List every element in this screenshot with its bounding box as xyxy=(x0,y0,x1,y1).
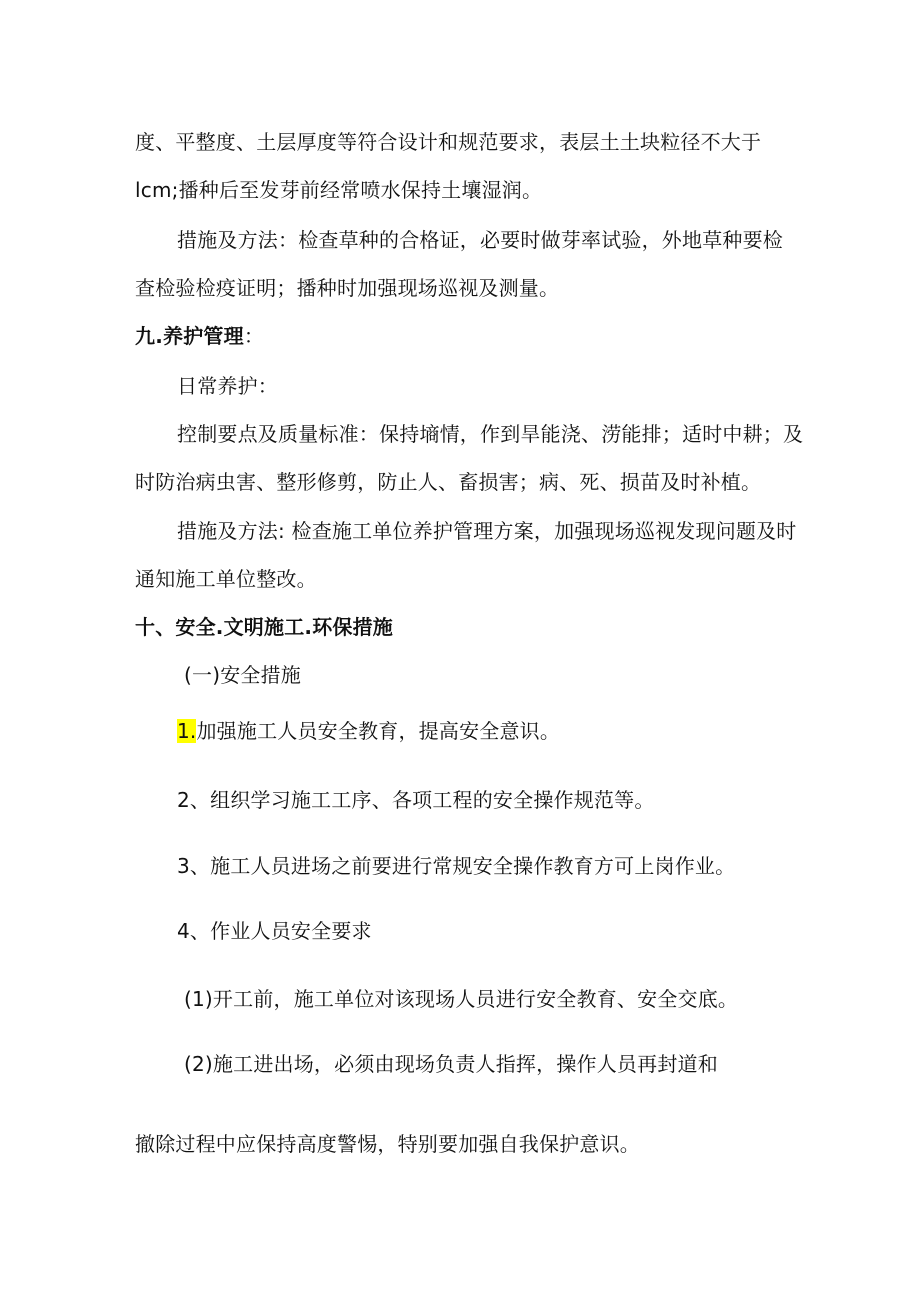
list-item xyxy=(177,717,560,745)
list-item: 3、施工人员进场之前要进行常规安全操作教育方可上岗作业。 xyxy=(177,854,736,878)
heading-colon: ： xyxy=(243,324,265,348)
section-heading-line xyxy=(135,322,264,350)
list-item: (1)开工前，施工单位对该现场人员进行安全教育、安全交底。 xyxy=(184,987,739,1011)
subheading: (一)安全措施 xyxy=(184,663,302,687)
list-item: 2、组织学习施工工序、各项工程的安全操作规范等。 xyxy=(177,788,655,812)
paragraph-line: 措施及方法: 检查施工单位养护管理方案，加强现场巡视发现问题及时 xyxy=(177,519,797,543)
paragraph-line: 控制要点及质量标准：保持墒情，作到旱能浇、涝能排；适时中耕；及 xyxy=(177,422,804,446)
paragraph-line: 通知施工单位整改。 xyxy=(135,567,317,591)
list-item-text: 加强施工人员安全教育，提高安全意识。 xyxy=(196,719,561,743)
subheading: 日常养护： xyxy=(177,374,278,398)
list-item: (2)施工进出场，必须由现场负责人指挥，操作人员再封道和 xyxy=(184,1052,718,1076)
paragraph-line: 查检验检疫证明；播种时加强现场巡视及测量。 xyxy=(135,276,560,300)
paragraph-line: 时防治病虫害、整形修剪，防止人、畜损害；病、死、损苗及时补植。 xyxy=(135,470,762,494)
highlighted-number: 1. xyxy=(177,719,197,743)
paragraph-line: 度、平整度、土层厚度等符合设计和规范要求，表层土土块粒径不大于 xyxy=(135,130,762,154)
section-heading: 九.养护管理 xyxy=(135,324,244,348)
list-item: 4、作业人员安全要求 xyxy=(177,919,372,943)
paragraph-line: 撤除过程中应保持高度警惕，特别要加强自我保护意识。 xyxy=(135,1132,640,1156)
paragraph-line: 措施及方法：检查草种的合格证，必要时做芽率试验，外地草种要检 xyxy=(177,228,783,252)
paragraph-line: lcm;播种后至发芽前经常喷水保持土壤湿润。 xyxy=(135,178,543,202)
section-heading: 十、安全.文明施工.环保措施 xyxy=(135,615,393,639)
